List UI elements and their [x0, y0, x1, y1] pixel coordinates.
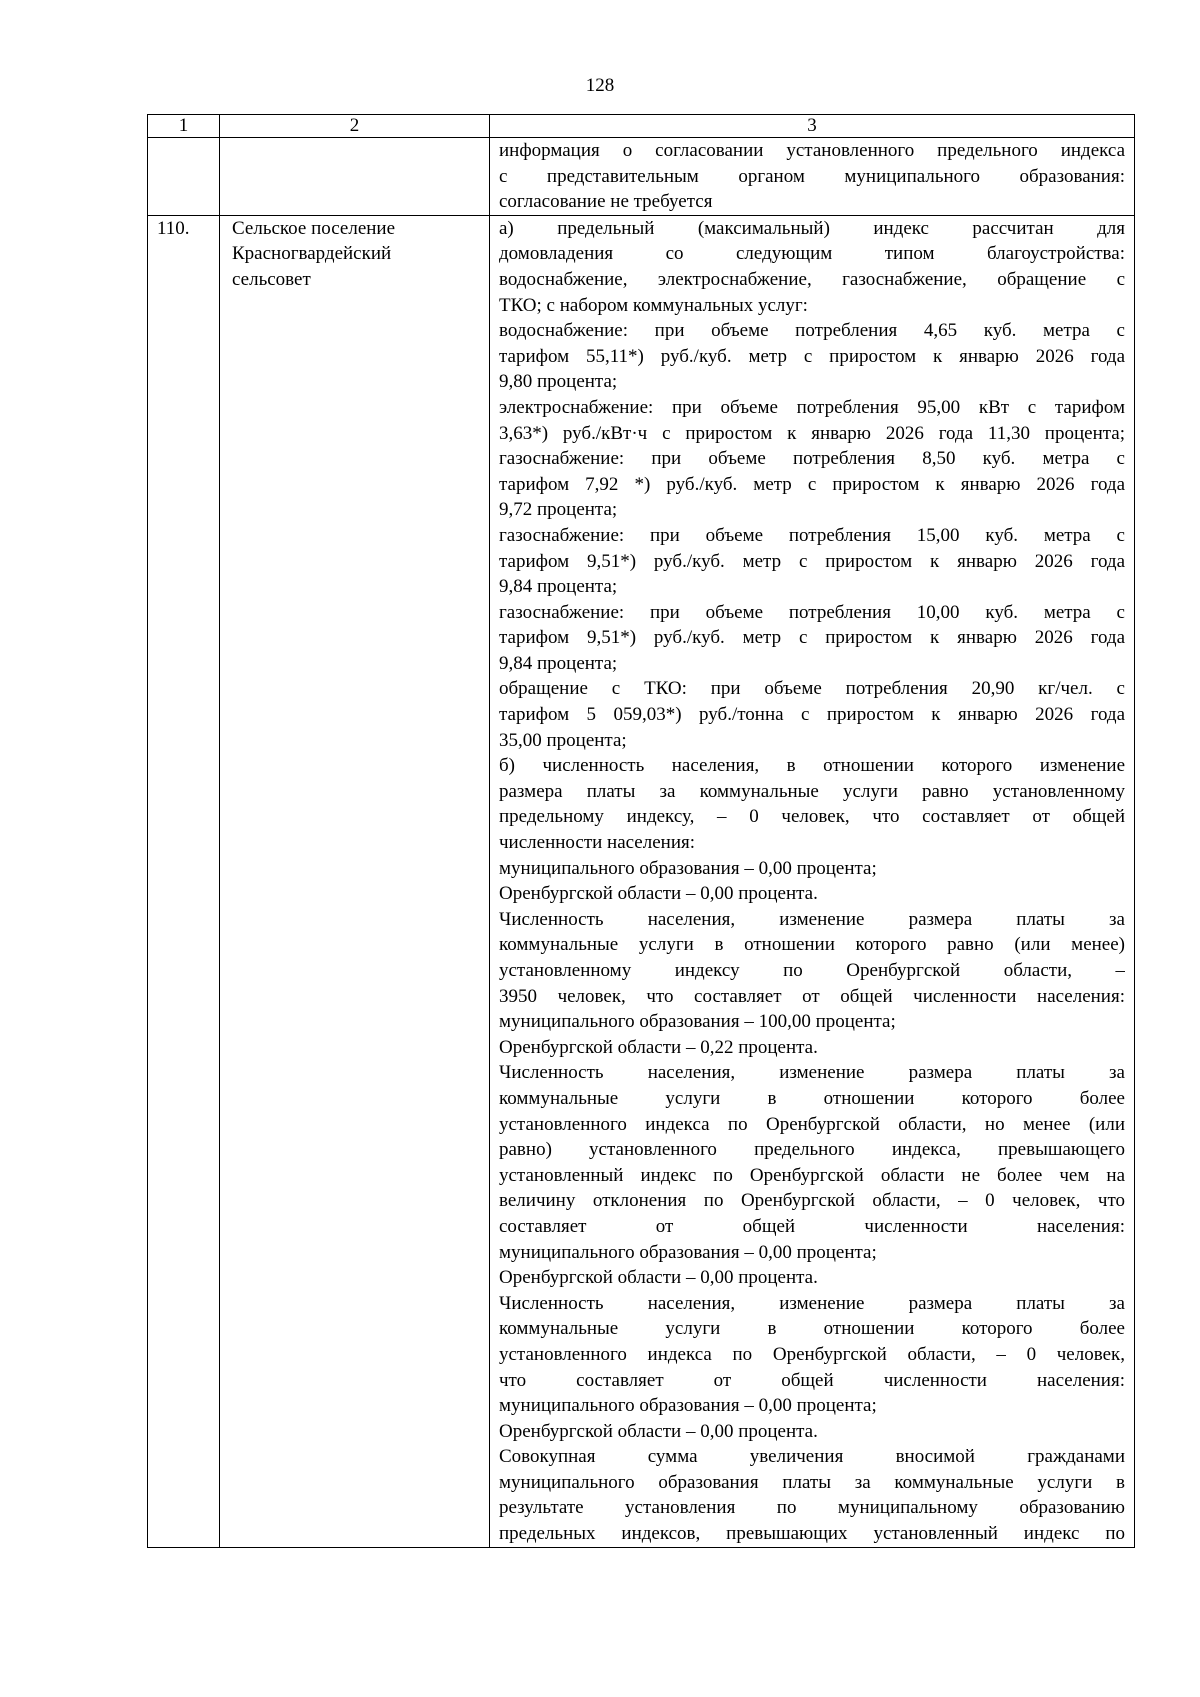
header-cell-3: 3 [490, 115, 1135, 138]
text-line: предельному индексу, – 0 человек, что составляет от общей [499, 806, 1125, 828]
text-line: равно) установленного предельного индекса, превышающего [499, 1139, 1125, 1161]
text-line: газоснабжение: при объеме потребления 10,00 куб. метра с [499, 601, 1125, 623]
text-line: численности населения: [499, 832, 696, 854]
text-line: Оренбургской области – 0,22 процента. [499, 1036, 818, 1058]
row-content-cell [490, 215, 1135, 1547]
text-line: газоснабжение: при объеме потребления 15,00 куб. метра с [499, 524, 1125, 546]
text-line: тарифом 9,51*) руб./куб. метр с приростом к январю 2026 года [499, 627, 1125, 649]
text-line: информация о согласовании установленного предельного индекса [499, 140, 1125, 161]
text-line: 9,84 процента; [499, 652, 618, 674]
row-name-cell [220, 138, 490, 216]
table-header-row [148, 115, 1135, 138]
text-line: б) численность населения, в отношении которого изменение [499, 755, 1125, 777]
text-line: 3,63*) руб./кВт·ч с приростом к январю 2026 года 11,30 процента; [499, 422, 1125, 444]
text-line: 9,80 процента; [499, 371, 618, 393]
text-line: обращение с ТКО: при объеме потребления 20,90 кг/чел. с [499, 678, 1125, 700]
row-content-cell [490, 138, 1135, 216]
text-line: согласование не требуется [499, 191, 713, 213]
text-line: газоснабжение: при объеме потребления 8,50 куб. метра с [499, 448, 1125, 470]
text-line: что составляет от общей численности населения: [499, 1369, 1125, 1391]
row-number-cell: 110. [148, 215, 220, 1547]
page-number: 128 [585, 75, 615, 96]
text-line: а) предельный (максимальный) индекс рассчитан для [499, 217, 1125, 239]
text-line: домовладения со следующим типом благоустройства: [499, 243, 1125, 265]
text-line: коммунальные услуги в отношении которого более [499, 1087, 1125, 1109]
text-line: 35,00 процента; [499, 729, 627, 751]
text-line: с представительным органом муниципального образования: [499, 165, 1125, 187]
text-line: муниципального образования – 0,00 процента; [499, 1241, 877, 1263]
text-line: 9,84 процента; [499, 576, 618, 598]
text-line: 9,72 процента; [499, 499, 618, 521]
text-line: Численность населения, изменение размера платы за [499, 1062, 1125, 1084]
settlement-name-line: сельсовет [232, 268, 311, 290]
text-line: Численность населения, изменение размера платы за [499, 908, 1125, 930]
document-table [147, 114, 1135, 1548]
text-line: водоснабжение, электроснабжение, газоснабжение, обращение с [499, 268, 1125, 290]
text-line: тарифом 5 059,03*) руб./тонна с приростом к январю 2026 года [499, 704, 1125, 726]
text-line: электроснабжение: при объеме потребления 95,00 кВт с тарифом [499, 396, 1125, 418]
text-line: коммунальные услуги в отношении которого равно (или менее) [499, 934, 1125, 956]
text-line: установленному индексу по Оренбургской области, – [499, 960, 1125, 981]
text-line: Оренбургской области – 0,00 процента. [499, 1267, 818, 1289]
text-line: установленного индекса по Оренбургской области, но менее (или [499, 1113, 1125, 1135]
text-line: составляет от общей численности населения: [499, 1215, 1125, 1237]
header-cell-1: 1 [148, 115, 220, 138]
settlement-name-line: Красногвардейский [232, 243, 392, 265]
text-line: Оренбургской области – 0,00 процента. [499, 1420, 818, 1442]
text-line: результате установления по муниципальному образованию [499, 1497, 1125, 1519]
text-line: коммунальные услуги в отношении которого более [499, 1318, 1125, 1340]
text-line: муниципального образования платы за коммунальные услуги в [499, 1471, 1125, 1493]
text-line: тарифом 55,11*) руб./куб. метр с приростом к январю 2026 года [499, 345, 1125, 367]
header-cell-2: 2 [220, 115, 490, 138]
settlement-name-line: Сельское поселение [232, 217, 396, 239]
text-line: величину отклонения по Оренбургской области, – 0 человек, что [499, 1190, 1125, 1212]
row-name-cell [220, 215, 490, 1547]
text-line: муниципального образования – 0,00 процента; [499, 857, 877, 879]
text-line: установленного индекса по Оренбургской области, – 0 человек, [499, 1343, 1125, 1365]
text-line: тарифом 7,92 *) руб./куб. метр с приростом к январю 2026 года [499, 473, 1125, 495]
text-line: Численность населения, изменение размера платы за [499, 1292, 1125, 1314]
text-line: ТКО; с набором коммунальных услуг: [499, 294, 808, 316]
text-line: муниципального образования – 100,00 процента; [499, 1011, 896, 1033]
text-line: тарифом 9,51*) руб./куб. метр с приростом к январю 2026 года [499, 550, 1125, 572]
table-row-continuation [148, 138, 1135, 216]
table-row-110 [148, 215, 1135, 1547]
text-line: предельных индексов, превышающих установленный индекс по [499, 1523, 1125, 1545]
text-line: установленный индекс по Оренбургской области не более чем на [499, 1164, 1125, 1186]
text-line: размера платы за коммунальные услуги равно установленному [499, 780, 1125, 802]
text-line: Оренбургской области – 0,00 процента. [499, 883, 818, 905]
text-line: 3950 человек, что составляет от общей численности населения: [499, 985, 1125, 1007]
text-line: муниципального образования – 0,00 процента; [499, 1395, 877, 1417]
row-number-cell [148, 138, 220, 216]
text-line: водоснабжение: при объеме потребления 4,65 куб. метра с [499, 320, 1125, 342]
text-line: Совокупная сумма увеличения вносимой гражданами [499, 1446, 1125, 1468]
